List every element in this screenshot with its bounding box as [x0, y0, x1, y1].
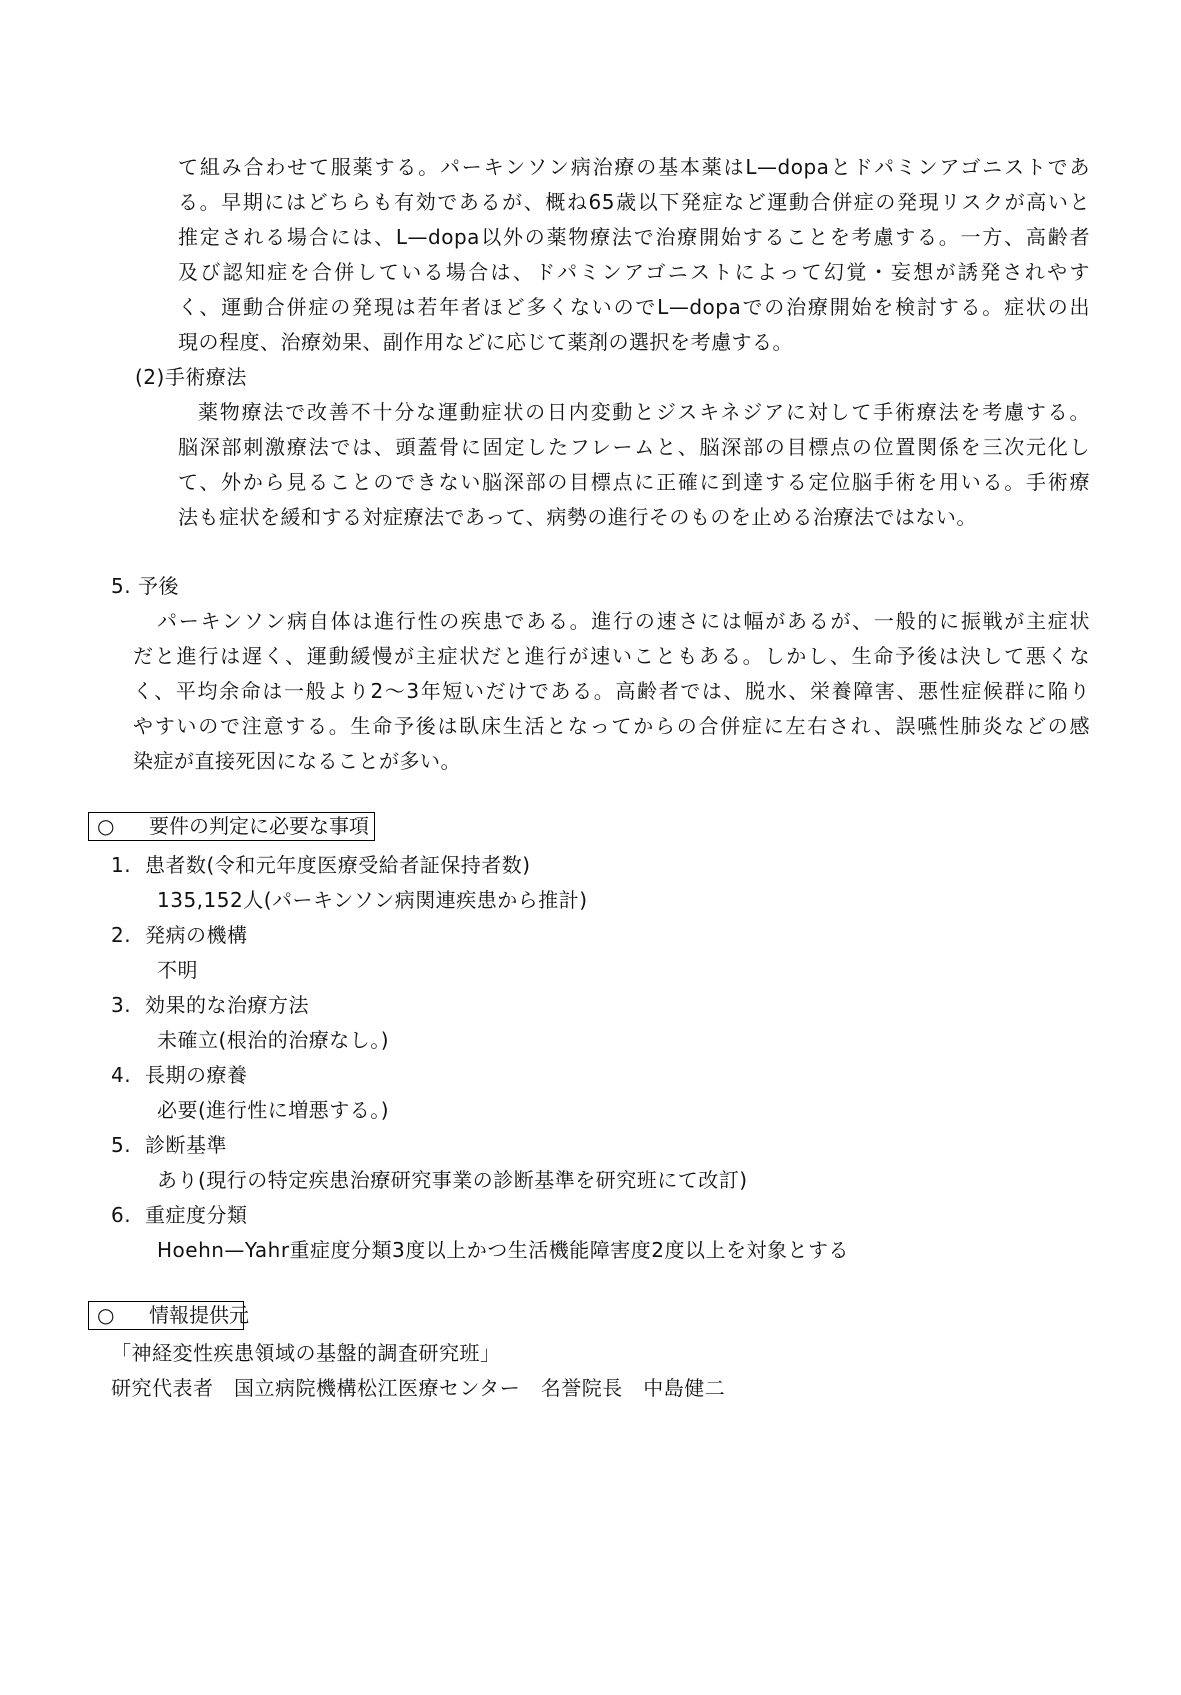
- item-label: 患者数(令和元年度医療受給者証保持者数): [145, 853, 531, 877]
- item-number: 3.: [111, 993, 132, 1017]
- item-number: 2.: [111, 923, 132, 947]
- paragraph-line: やすいので注意する。生命予後は臥床生活となってからの合併症に左右され、誤嚥性肺炎などの感: [133, 714, 1090, 738]
- paragraph-line: て組み合わせて服薬する。パーキンソン病治療の基本薬はL—dopaとドパミンアゴニストであ: [178, 155, 1090, 179]
- info-source-heading-box: [88, 1301, 249, 1330]
- item-number: 1.: [111, 853, 132, 877]
- paragraph-line: 推定される場合には、L—dopa以外の薬物療法で治療開始することを考慮する。一方、高齢者: [178, 225, 1090, 249]
- item-value: 未確立(根治的治療なし。): [157, 1028, 390, 1052]
- circle-bullet-icon: ○: [97, 1303, 115, 1327]
- item-label: 診断基準: [145, 1133, 227, 1157]
- paragraph-line: 薬物療法で改善不十分な運動症状の日内変動とジスキネジアに対して手術療法を考慮する。: [198, 400, 1090, 424]
- circle-bullet-icon: ○: [97, 814, 115, 838]
- item-value: 不明: [157, 958, 198, 982]
- paragraph-line: 法も症状を緩和する対症療法であって、病勢の進行そのものを止める治療法ではない。: [178, 505, 977, 529]
- paragraph-line: 脳深部刺激療法では、頭蓋骨に固定したフレームと、脳深部の目標点の位置関係を三次元化し: [178, 435, 1090, 459]
- paragraph-line: く、運動合併症の発現は若年者ほど多くないのでL—dopaでの治療開始を検討する。症状の出: [178, 295, 1090, 319]
- paragraph-line: 現の程度、治療効果、副作用などに応じて薬剤の選択を考慮する。: [178, 330, 793, 354]
- paragraph-line: 染症が直接死因になることが多い。: [133, 749, 461, 773]
- requirements-heading: 要件の判定に必要な事項: [149, 814, 369, 838]
- paragraph-line: て、外から見ることのできない脳深部の目標点に正確に到達する定位脳手術を用いる。手術療: [178, 470, 1090, 494]
- paragraph-line: だと進行は遅く、運動緩慢が主症状だと進行が速いこともある。しかし、生命予後は決して悪くな: [133, 644, 1090, 668]
- item-number: 5.: [111, 1133, 132, 1157]
- item-value: Hoehn—Yahr重症度分類3度以上かつ生活機能障害度2度以上を対象とする: [157, 1238, 849, 1262]
- paragraph-line: く、平均余命は一般より2〜3年短いだけである。高齢者では、脱水、栄養障害、悪性症候群に陥り: [133, 679, 1090, 703]
- research-representative: 研究代表者 国立病院機構松江医療センター 名誉院長 中島健二: [111, 1376, 726, 1400]
- section-heading: (2)手術療法: [135, 365, 247, 389]
- paragraph-line: パーキンソン病自体は進行性の疾患である。進行の速さには幅があるが、一般的に振戦が主症状: [157, 609, 1090, 633]
- paragraph-line: る。早期にはどちらも有効であるが、概ね65歳以下発症など運動合併症の発現リスクが高いと: [178, 190, 1090, 214]
- paragraph-line: 及び認知症を合併している場合は、ドパミンアゴニストによって幻覚・妄想が誘発されやす: [178, 260, 1090, 284]
- item-label: 効果的な治療方法: [145, 993, 309, 1017]
- item-value: 必要(進行性に増悪する。): [157, 1098, 390, 1122]
- section-heading: 5. 予後: [111, 574, 179, 598]
- item-label: 長期の療養: [145, 1063, 248, 1087]
- item-label: 発病の機構: [145, 923, 248, 947]
- info-source-heading: 情報提供元: [149, 1303, 249, 1327]
- item-number: 4.: [111, 1063, 132, 1087]
- item-value: あり(現行の特定疾患治療研究事業の診断基準を研究班にて改訂): [157, 1168, 748, 1192]
- research-group-name: 「神経変性疾患領域の基盤的調査研究班」: [111, 1341, 501, 1365]
- item-label: 重症度分類: [145, 1203, 248, 1227]
- requirements-heading-box: [88, 812, 375, 841]
- item-number: 6.: [111, 1203, 132, 1227]
- item-value: 135,152人(パーキンソン病関連疾患から推計): [157, 888, 588, 912]
